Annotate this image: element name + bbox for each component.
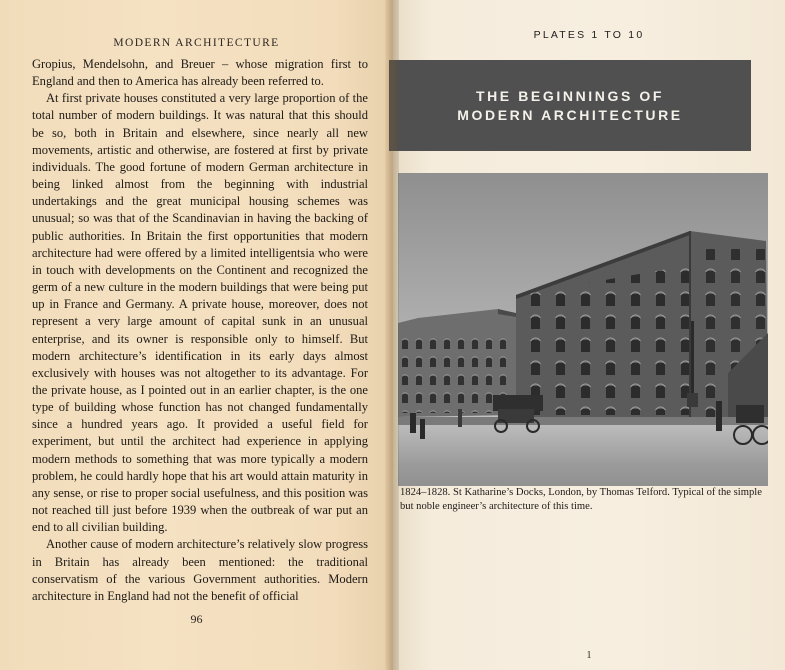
chapter-title-line-2: MODERN ARCHITECTURE bbox=[457, 106, 683, 123]
plates-heading: PLATES 1 TO 10 bbox=[533, 29, 645, 41]
horse-cart bbox=[493, 395, 543, 411]
page-number-right: 1 bbox=[586, 650, 592, 661]
chapter-title-band bbox=[389, 60, 751, 151]
page-number-left: 96 bbox=[190, 612, 203, 626]
chapter-title-line-1: THE BEGINNINGS OF bbox=[475, 87, 665, 104]
photo-caption: 1824–1828. St Katharine’s Docks, London, by Thomas Telford. Typical of the simple but noble engineer’s architecture of this time. bbox=[400, 487, 762, 512]
warehouse-photograph bbox=[398, 173, 768, 486]
book-gutter bbox=[385, 0, 399, 670]
paragraph-3: Another cause of modern architecture’s relatively slow progress in Britain has already been mentioned: the traditional conservatism of the various Government authorities. Modern architecture in England had not the benefit of official bbox=[32, 537, 368, 603]
right-page bbox=[393, 0, 785, 670]
body-text bbox=[32, 56, 368, 605]
running-head: MODERN ARCHITECTURE bbox=[113, 37, 280, 49]
paragraph-2: At first private houses constituted a very large proportion of the total number of modern buildings. It was natural that this should be so, both in Britain and elsewhere, since nearly all new movements, artistic and otherwise, are fostered at first by private individuals. The good fortune of modern German architecture in being linked almost from the beginning with industrial undertakings and the great municipal housing schemes was unusual; so was that of the Scandinavian in having the backing of public authorities. In Britain the first opportunities that modern architecture had were offered by a limited intelligentsia who were in touch with developments on the Continent and recognized the germ of a new culture in the modern buildings that were being put up in France and Germany. A private house, moreover, does not represent a very large amount of capital sunk in an unusual enterprise, and its owner is responsible only to himself. But modern architecture’s identification in its early days almost exclusively with houses was not altogether to its advantage. For the private house, as I pointed out in an earlier chapter, is the one type of building whose function has not changed fundamentally since a hundred years ago. It provided a useful field for experiment, but until the architect had experience in applying modern methods to something that was more typically a modern problem, he could hardly hope that his art would attain maturity in any sense, or rise to proper social usefulness, and this position was not reached till just before 1939 when the outbreak of war put an end to all civilian building. bbox=[32, 91, 368, 535]
chapter-title bbox=[457, 87, 682, 125]
paragraph-1: Gropius, Mendelsohn, and Breuer – whose migration first to England and then to America has already been referred to. bbox=[32, 57, 368, 89]
